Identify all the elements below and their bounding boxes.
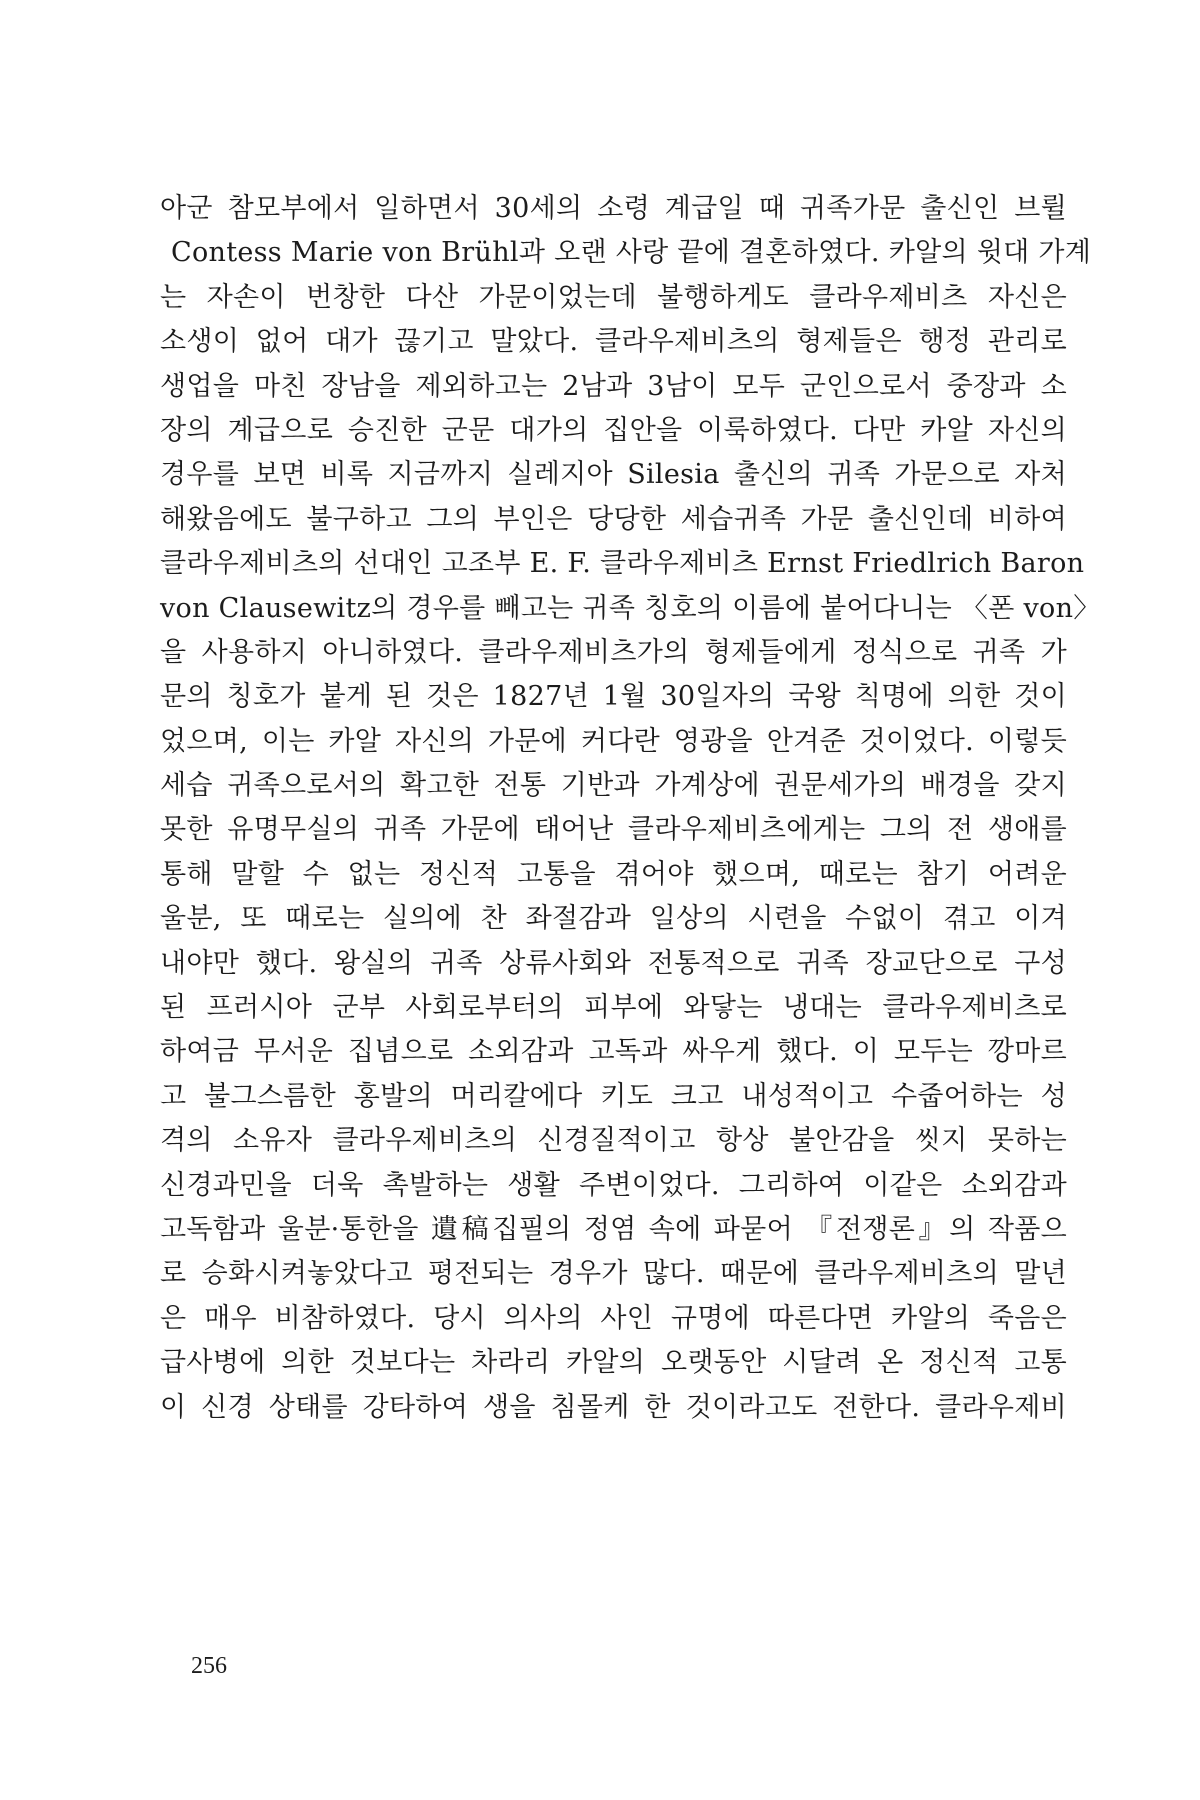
text-line: 격의 소유자 클라우제비츠의 신경질적이고 항상 불안감을 씻지 못하는 — [160, 1125, 1067, 1157]
text-line: 울분, 또 때로는 실의에 찬 좌절감과 일상의 시련을 수없이 겪고 이겨 — [160, 903, 1067, 935]
text-line: 하여금 무서운 집념으로 소외감과 고독과 싸우게 했다. 이 모두는 깡마르 — [160, 1036, 1067, 1068]
text-line: 내야만 했다. 왕실의 귀족 상류사회와 전통적으로 귀족 장교단으로 구성 — [160, 947, 1067, 979]
text-line: 고독함과 울분·통한을 遺稿집필의 정염 속에 파묻어 『전쟁론』의 작품으 — [160, 1213, 1067, 1245]
text-line: Contess Marie von Brühl과 오랜 사랑 끝에 결혼하였다. 카알의 윗대 가계 — [171, 237, 1092, 269]
text-line: 로 승화시켜놓았다고 평전되는 경우가 많다. 때문에 클라우제비츠의 말년 — [160, 1258, 1067, 1290]
text-line: 생업을 마친 장남을 제외하고는 2남과 3남이 모두 군인으로서 중장과 소 — [160, 370, 1067, 402]
text-line: 못한 유명무실의 귀족 가문에 태어난 클라우제비츠에게는 그의 전 생애를 — [160, 814, 1067, 846]
text-line: 었으며, 이는 카알 자신의 가문에 커다란 영광을 안겨준 것이었다. 이렇듯 — [160, 725, 1067, 757]
text-line: 클라우제비츠의 선대인 고조부 E. F. 클라우제비츠 Ernst Friedlrich Baron — [160, 548, 1085, 580]
text-line: 문의 칭호가 붙게 된 것은 1827년 1월 30일자의 국왕 칙명에 의한 것이 — [160, 681, 1067, 713]
body-text — [160, 187, 1101, 1430]
text-line: 경우를 보면 비록 지금까지 실레지아 Silesia 출신의 귀족 가문으로 자처 — [160, 459, 1067, 491]
text-line: 해왔음에도 불구하고 그의 부인은 당당한 세습귀족 가문 출신인데 비하여 — [160, 503, 1067, 535]
text-line: 소생이 없어 대가 끊기고 말았다. 클라우제비츠의 형제들은 행정 관리로 — [160, 326, 1067, 358]
text-line: 은 매우 비참하였다. 당시 의사의 사인 규명에 따른다면 카알의 죽음은 — [160, 1302, 1067, 1334]
text-line: 고 불그스름한 홍발의 머리칼에다 키도 크고 내성적이고 수줍어하는 성 — [160, 1080, 1067, 1112]
text-line: 통해 말할 수 없는 정신적 고통을 겪어야 했으며, 때로는 참기 어려운 — [160, 858, 1067, 890]
text-line: 된 프러시아 군부 사회로부터의 피부에 와닿는 냉대는 클라우제비츠로 — [160, 992, 1067, 1024]
text-line: 을 사용하지 아니하였다. 클라우제비츠가의 형제들에게 정식으로 귀족 가 — [160, 636, 1067, 668]
text-line: 는 자손이 번창한 다산 가문이었는데 불행하게도 클라우제비츠 자신은 — [160, 281, 1067, 313]
text-line: 급사병에 의한 것보다는 차라리 카알의 오랫동안 시달려 온 정신적 고통 — [160, 1347, 1067, 1379]
text-line: von Clausewitz의 경우를 빼고는 귀족 칭호의 이름에 붙어다니는 〈폰 von〉 — [160, 592, 1101, 624]
text-line: 신경과민을 더욱 촉발하는 생활 주변이었다. 그리하여 이같은 소외감과 — [160, 1169, 1067, 1201]
text-line: 이 신경 상태를 강타하여 생을 침몰케 한 것이라고도 전한다. 클라우제비 — [160, 1391, 1067, 1423]
text-line: 아군 참모부에서 일하면서 30세의 소령 계급일 때 귀족가문 출신인 브륄 — [160, 193, 1067, 224]
text-line: 장의 계급으로 승진한 군문 대가의 집안을 이룩하였다. 다만 카알 자신의 — [160, 414, 1067, 446]
page-number: 256 — [191, 1653, 227, 1679]
text-line: 세습 귀족으로서의 확고한 전통 기반과 가계상에 권문세가의 배경을 갖지 — [160, 770, 1067, 802]
